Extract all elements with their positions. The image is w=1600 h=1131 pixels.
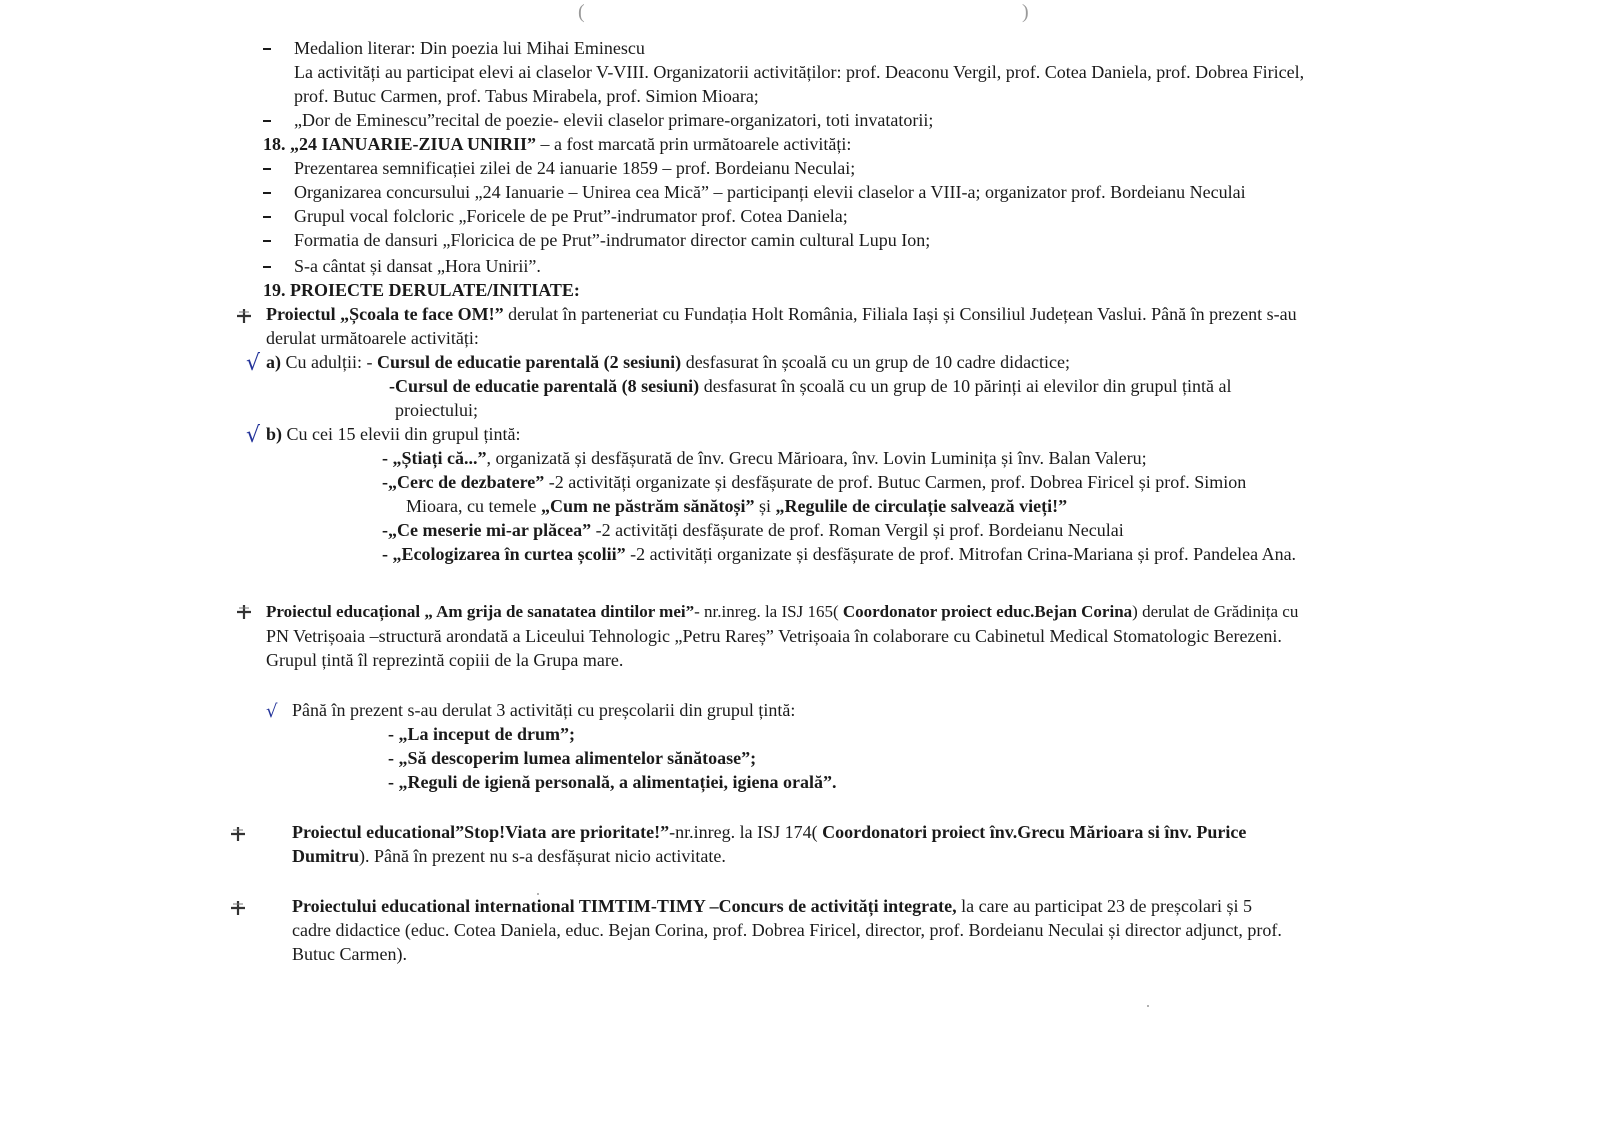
list-item: „Dor de Eminescu”recital de poezie- elevii claselor primare-organizatori, toti invatatorii; [294, 110, 934, 130]
paragraph-line: Grupul țintă îl reprezintă copiii de la Grupa mare. [266, 650, 624, 670]
heading-rest: – a fost marcată prin următoarele activități: [536, 134, 852, 154]
project-3-desc: -nr.inreg. la ISJ 174( [669, 822, 823, 842]
project-2-desc: - nr.inreg. la ISJ 165( [694, 602, 843, 621]
dash-bullet [263, 192, 271, 194]
activity-line [382, 446, 1147, 470]
activity-line [406, 494, 1067, 518]
list-item: S-a cântat și dansat „Hora Unirii”. [294, 256, 541, 276]
paragraph-line: Până în prezent s-au derulat 3 activități cu preșcolarii din grupul țintă: [292, 700, 796, 720]
activity-desc: și [754, 496, 776, 516]
scan-mark-left: ( [578, 1, 585, 23]
list-item: Formatia de dansuri „Floricica de pe Prut”-indrumator director camin cultural Lupu Ion; [294, 230, 931, 250]
paragraph-line: La activități au participat elevi ai claselor V-VIII. Organizatorii activităților: prof. Deaconu Vergil, prof. Cotea Daniela, prof. Dobrea Firicel, [294, 62, 1305, 82]
item-text: Cu adulții: - [281, 352, 377, 372]
activity-desc: -2 activități desfășurate de prof. Roman Vergil și prof. Bordeianu Neculai [591, 520, 1124, 540]
project-1-adults-2 [389, 374, 1232, 398]
activity-name: -„Ce meserie mi-ar plăcea” [382, 520, 592, 540]
paragraph-line: cadre didactice (educ. Cotea Daniela, educ. Bejan Corina, prof. Dobrea Firicel, director, prof. Bordeianu Neculai și director adjunct, prof. [292, 920, 1282, 940]
cross-bullet-icon [230, 826, 246, 842]
heading-text: 18. „24 IANUARIE-ZIUA UNIRII” [263, 134, 537, 154]
project-3-coordinators: Coordonatori proiect înv.Grecu Mărioara si înv. Purice [822, 822, 1247, 842]
activity-line: - „Să descoperim lumea alimentelor sănătoase”; [388, 748, 757, 768]
list-item: Grupul vocal folcloric „Foricele de pe Prut”-indrumator prof. Cotea Daniela; [294, 206, 848, 226]
activity-line: - „La inceput de drum”; [388, 724, 576, 744]
paragraph-line: Butuc Carmen). [292, 944, 407, 964]
theme-name: „Cum ne păstrăm sănătoși” [540, 496, 755, 516]
cross-bullet-icon [236, 604, 252, 620]
scan-speck [1147, 1005, 1149, 1007]
project-2-name: Proiectul educațional „ Am grija de sanatatea dintilor mei” [266, 602, 695, 621]
project-2-title [266, 600, 1298, 624]
project-3-name: Proiectul educational”Stop!Viata are prioritate!” [292, 822, 670, 842]
section-19-heading: 19. PROIECTE DERULATE/INITIATE: [263, 280, 580, 300]
activity-desc: -2 activități organizate și desfășurate de prof. Butuc Carmen, prof. Dobrea Firicel și prof. Simion [544, 472, 1247, 492]
dash-bullet [263, 48, 271, 50]
item-text: desfasurat în școală cu un grup de 10 părinți ai elevilor din grupul țintă al [699, 376, 1232, 396]
activity-name: -„Cerc de dezbatere” [382, 472, 545, 492]
activity-desc: Mioara, cu temele [406, 496, 541, 516]
activity-line [382, 470, 1246, 494]
activity-line [382, 518, 1124, 542]
project-1-desc: derulat în parteneriat cu Fundația Holt România, Filiala Iași și Consiliul Județean Vaslui. Până în prezent s-au [503, 304, 1297, 324]
paragraph-line [292, 844, 726, 868]
project-4-title [292, 894, 1252, 918]
course-name: -Cursul de educatie parentală (8 sesiuni) [389, 376, 700, 396]
project-4-desc: la care au participat 23 de preșcolari și 5 [956, 896, 1252, 916]
item-text: desfasurat în școală cu un grup de 10 cadre didactice; [681, 352, 1071, 372]
list-item: Organizarea concursului „24 Ianuarie – Unirea cea Mică” – participanți elevii claselor a VIII-a; organizator prof. Bordeianu Neculai [294, 182, 1246, 202]
list-item: Prezentarea semnificației zilei de 24 ianuarie 1859 – prof. Bordeianu Neculai; [294, 158, 856, 178]
dash-bullet [263, 168, 271, 170]
project-1-adults [266, 350, 1070, 374]
list-item: Medalion literar: Din poezia lui Mihai Eminescu [294, 38, 645, 58]
dash-bullet [263, 216, 271, 218]
project-3-status: ). Până în prezent nu s-a desfășurat nicio activitate. [359, 846, 726, 866]
dash-bullet [263, 120, 271, 122]
activity-line [382, 542, 1296, 566]
project-2-desc: ) derulat de Grădinița cu [1132, 602, 1299, 621]
paragraph-line: derulat următoarele activități: [266, 328, 479, 348]
project-2-coordinator: Coordonator proiect educ.Bejan Corina [842, 602, 1133, 621]
activity-name: - „Ecologizarea în curtea școlii” [382, 544, 626, 564]
cross-bullet-icon [236, 308, 252, 324]
activity-name: - „Știați că...” [382, 448, 487, 468]
scan-speck [537, 893, 539, 895]
project-1-title [266, 302, 1297, 326]
dash-bullet [263, 266, 271, 268]
handwritten-check-icon: √ [246, 423, 261, 448]
item-text: Cu cei 15 elevii din grupul țintă: [282, 424, 521, 444]
activity-desc: -2 activități organizate și desfășurate de prof. Mitrofan Crina-Mariana și prof. Pandelea Ana. [625, 544, 1297, 564]
project-3-title [292, 820, 1246, 844]
dash-bullet [263, 240, 271, 242]
project-1-name: Proiectul „Școala te face OM!” [266, 304, 504, 324]
coordinator-name: Dumitru [292, 846, 359, 866]
handwritten-check-icon: √ [266, 701, 278, 722]
paragraph-line: PN Vetrișoaia –structură arondată a Liceului Tehnologic „Petru Rareș” Vetrișoaia în colaborare cu Cabinetul Medical Stomatologic Berezeni. [266, 626, 1282, 646]
activity-desc: , organizată și desfășurată de înv. Grecu Mărioara, înv. Lovin Luminița și înv. Balan Valeru; [486, 448, 1147, 468]
course-name: Cursul de educatie parentală (2 sesiuni) [377, 352, 682, 372]
activity-line: - „Reguli de igienă personală, a alimentației, igiena orală”. [388, 772, 837, 792]
handwritten-check-icon: √ [246, 351, 261, 376]
scan-mark-right: ) [1022, 1, 1029, 23]
section-18-heading [263, 132, 851, 156]
project-4-name: Proiectului educational international TIMTIM-TIMY –Concurs de activități integrate, [292, 896, 957, 916]
paragraph-line: proiectului; [395, 400, 478, 420]
paragraph-line: prof. Butuc Carmen, prof. Tabus Mirabela, prof. Simion Mioara; [294, 86, 759, 106]
item-letter: b) [266, 424, 283, 444]
theme-name: „Regulile de circulație salvează vieți!” [775, 496, 1068, 516]
cross-bullet-icon [230, 900, 246, 916]
item-letter: a) [266, 352, 281, 372]
project-1-students [266, 422, 520, 446]
